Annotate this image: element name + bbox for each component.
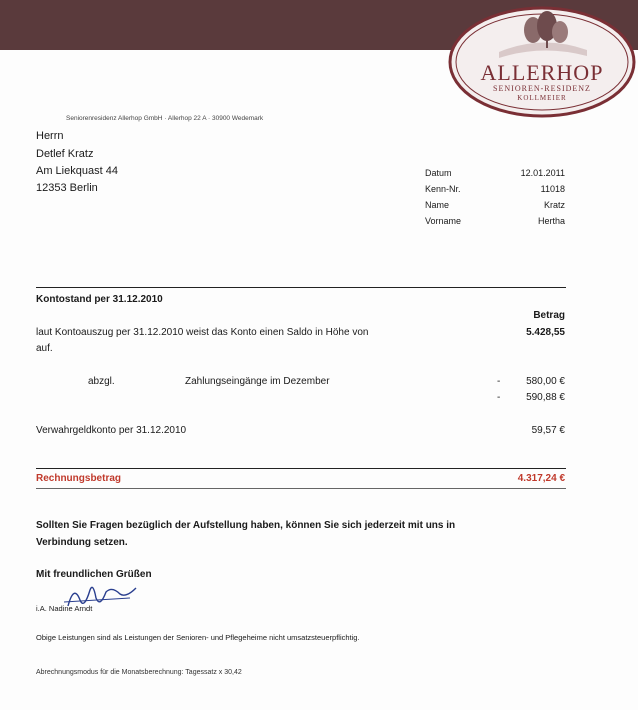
divider-invoice-bottom xyxy=(36,488,566,489)
invoice-label: Rechnungsbetrag xyxy=(36,473,122,484)
logo-line2: KOLLMEIER xyxy=(517,94,567,102)
info-label-kenn-nr: Kenn-Nr. xyxy=(425,184,461,194)
closing-question-2: Verbindung setzen. xyxy=(36,537,128,548)
recipient-salutation: Herrn xyxy=(36,130,64,142)
recipient-street: Am Liekquast 44 xyxy=(36,165,118,177)
sender-line: Seniorenresidenz Allerhop GmbH · Allerhop 22 A · 30900 Wedemark xyxy=(66,115,264,122)
amount-header: Betrag xyxy=(533,310,565,321)
info-value-datum: 12.01.2011 xyxy=(520,168,565,178)
logo-line1: SENIOREN-RESIDENZ xyxy=(493,84,591,93)
closing-greeting: Mit freundlichen Grüßen xyxy=(36,569,152,580)
tax-note: Obige Leistungen sind als Leistungen der Senioren- und Pflegeheime nicht umsatzsteuerpflichtig. xyxy=(36,633,360,642)
deduction-desc: Zahlungseingänge im Dezember xyxy=(185,376,330,387)
deduction-sign-1: - xyxy=(497,376,501,387)
statement-heading: Kontostand per 31.12.2010 xyxy=(36,294,163,305)
deduction-value-2: 590,88 € xyxy=(526,392,565,403)
divider-invoice-top xyxy=(36,468,566,469)
recipient-name: Detlef Kratz xyxy=(36,148,94,160)
info-value-vorname: Hertha xyxy=(537,216,565,226)
recipient-city: 12353 Berlin xyxy=(36,182,98,194)
invoice-value: 4.317,24 € xyxy=(517,473,565,484)
info-label-name: Name xyxy=(425,200,450,210)
signer-name: i.A. Nadine Arndt xyxy=(36,604,93,613)
deduction-value-1: 580,00 € xyxy=(526,376,565,387)
info-label-vorname: Vorname xyxy=(425,216,462,226)
billing-mode: Abrechnungsmodus für die Monatsberechnung: Tagessatz x 30,42 xyxy=(36,669,242,676)
info-label-datum: Datum xyxy=(425,168,452,178)
deduction-sign-2: - xyxy=(497,392,501,403)
custody-value: 59,57 € xyxy=(531,425,565,436)
logo-name: ALLERHOP xyxy=(480,60,604,85)
divider-top xyxy=(36,287,566,288)
allerhop-logo xyxy=(447,4,637,120)
closing-question-1: Sollten Sie Fragen bezüglich der Aufstellung haben, können Sie sich jederzeit mit uns in xyxy=(36,520,456,531)
balance-text-1: laut Kontoauszug per 31.12.2010 weist das Konto einen Saldo in Höhe von xyxy=(36,327,369,338)
custody-label: Verwahrgeldkonto per 31.12.2010 xyxy=(36,425,187,436)
info-value-kenn-nr: 11018 xyxy=(540,184,565,194)
balance-text-2: auf. xyxy=(36,343,53,354)
balance-value: 5.428,55 xyxy=(526,327,565,338)
deduction-label: abzgl. xyxy=(88,376,115,387)
info-value-name: Kratz xyxy=(543,200,565,210)
